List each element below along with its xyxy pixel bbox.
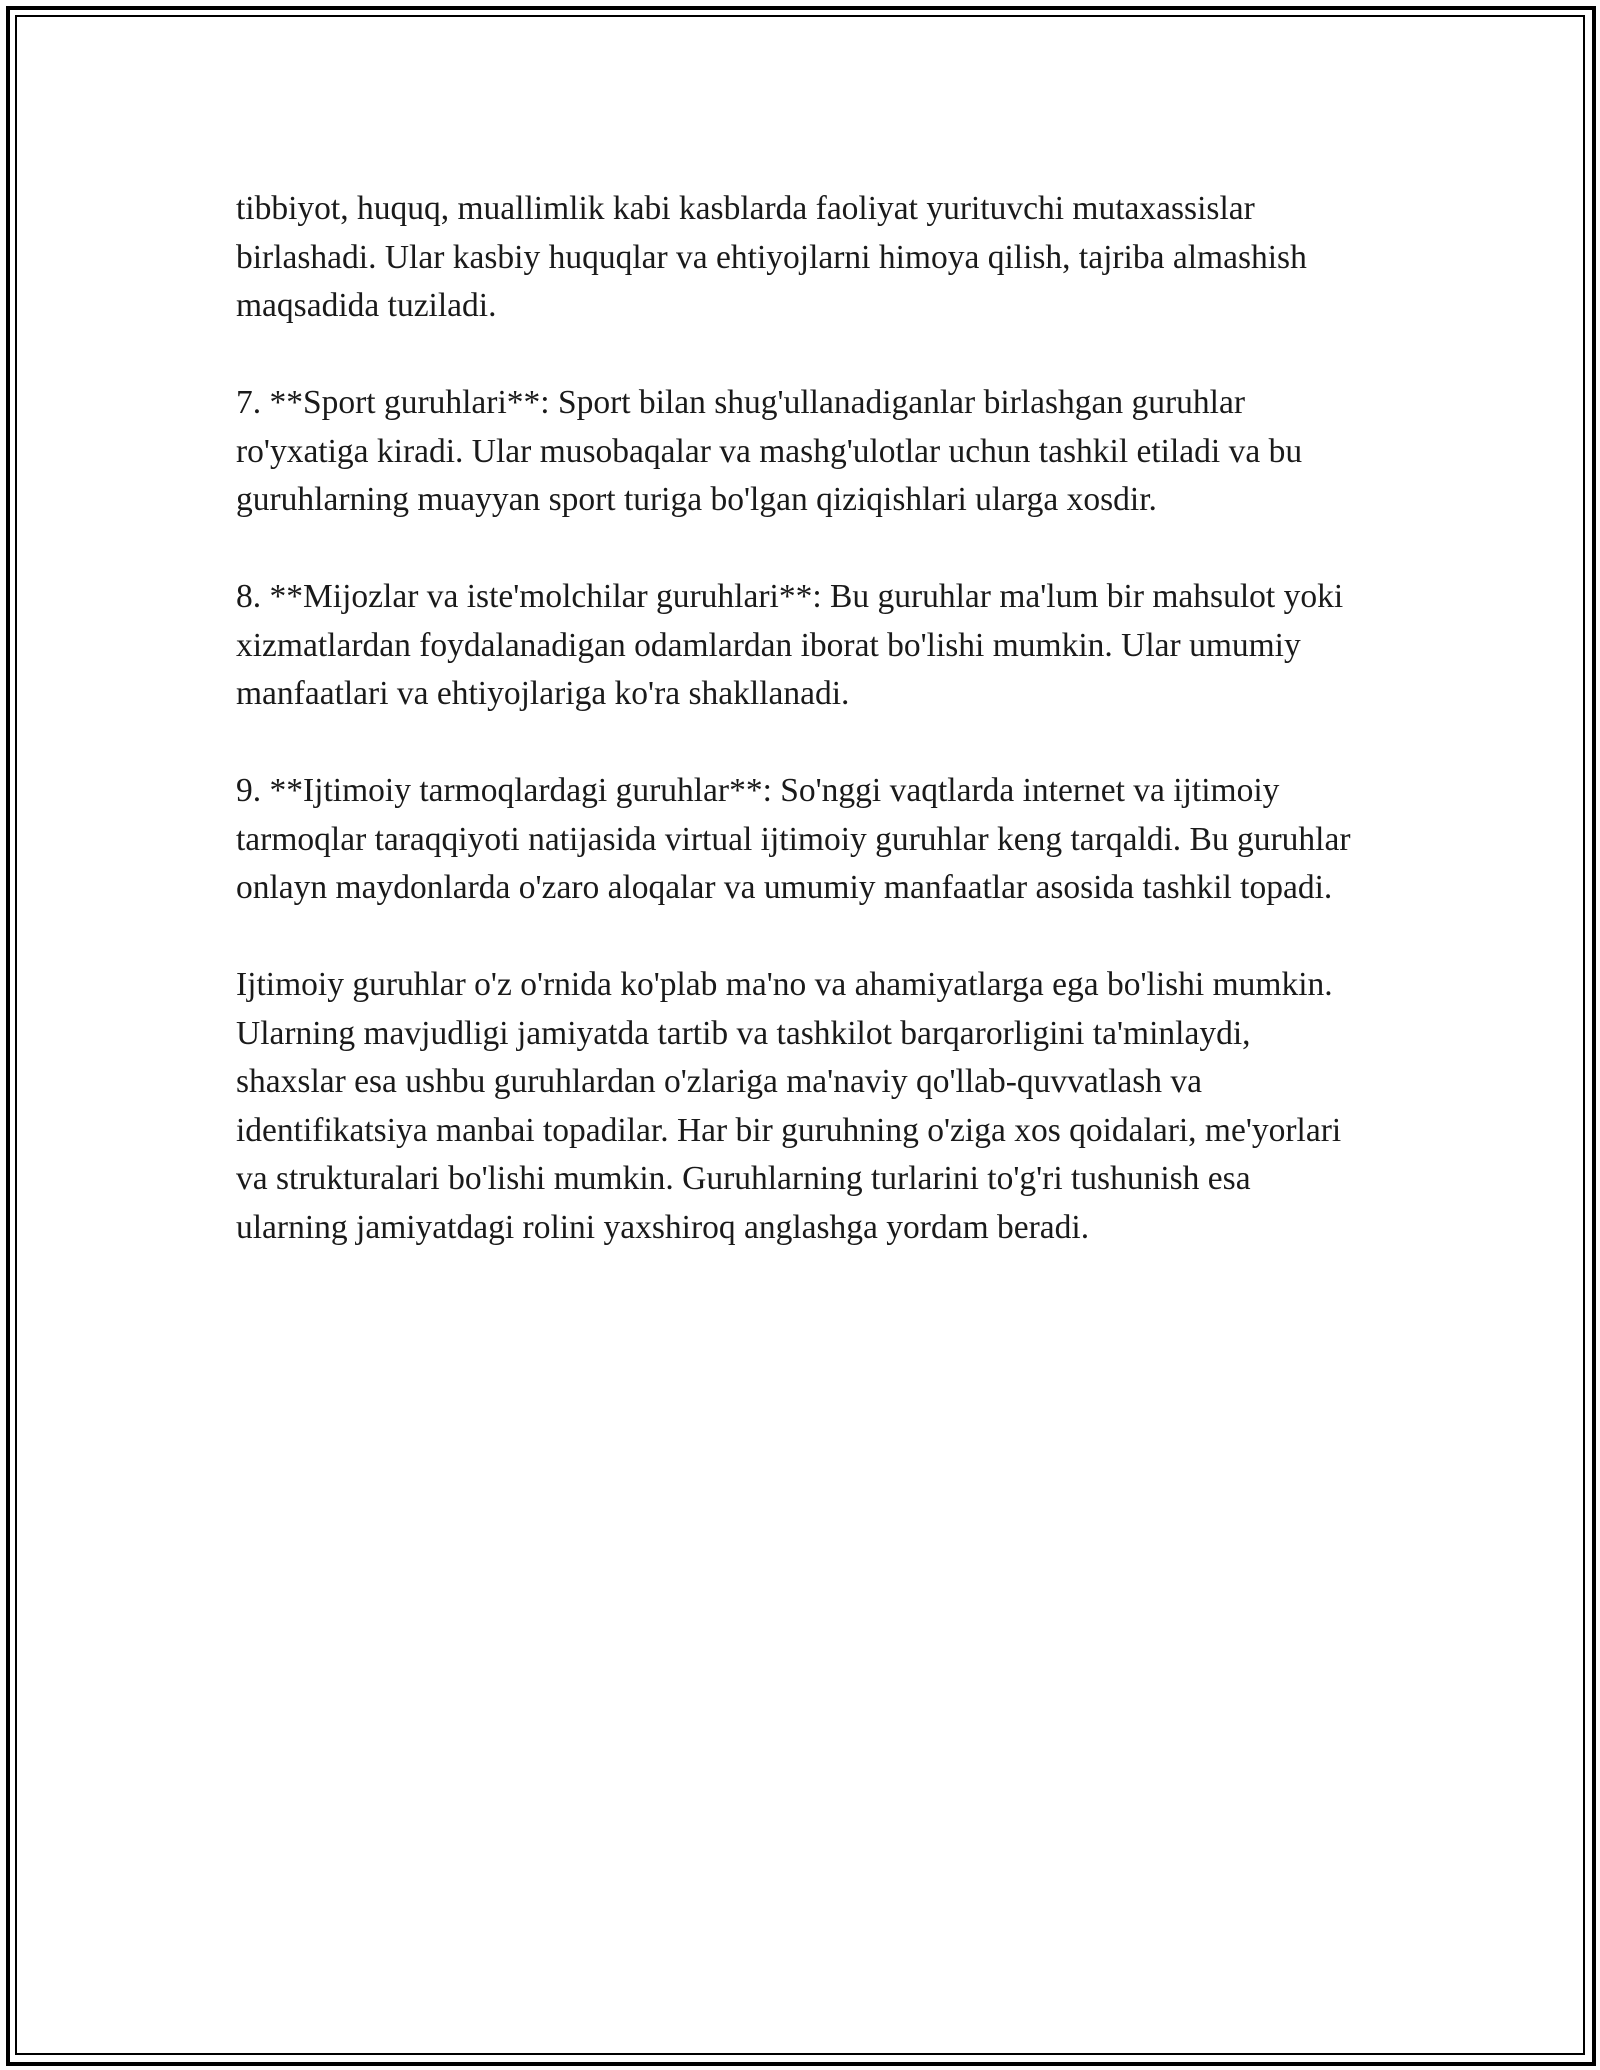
paragraph-conclusion: Ijtimoiy guruhlar o'z o'rnida ko'plab ma'no va ahamiyatlarga ega bo'lishi mumkin. Ularning mavjudligi jamiyatda tartib va tashkilot barqarorligini ta'minlaydi, shaxslar esa ushbu guruhlardan o'zlariga ma'naviy qo'llab-quvvatlash va identifikatsiya manbai topadilar. Har bir guruhning o'ziga xos qoidalari, me'yorlari va strukturalari bo'lishi mumkin. Guruhlarning turlarini to'g'ri tushunish esa ularning jamiyatdagi rolini yaxshiroq anglashga yordam beradi.	[236, 966, 1342, 1246]
paragraph-consumer-groups: 8. **Mijozlar va iste'molchilar guruhlari**: Bu guruhlar ma'lum bir mahsulot yoki xizmatlardan foydalanadigan odamlardan iborat bo'lishi mumkin. Ular umumiy manfaatlari va ehtiyojlariga ko'ra shakllanadi.	[236, 578, 1344, 712]
paragraph-continuation: tibbiyot, huquq, muallimlik kabi kasblarda faoliyat yurituvchi mutaxassislar birlashadi. Ular kasbiy huquqlar va ehtiyojlarni himoya qilish, tajriba almashish maqsadida tuziladi.	[236, 190, 1307, 324]
paragraph-sport-groups: 7. **Sport guruhlari**: Sport bilan shug'ullanadiganlar birlashgan guruhlar ro'yxatiga kiradi. Ular musobaqalar va mashg'ulotlar uchun tashkil etiladi va bu guruhlarning muayyan sport turiga bo'lgan qiziqishlari ularga xosdir.	[236, 384, 1303, 518]
document-body	[236, 185, 1366, 1301]
paragraph-social-network-groups: 9. **Ijtimoiy tarmoqlardagi guruhlar**: So'nggi vaqtlarda internet va ijtimoiy tarmoqlar taraqqiyoti natijasida virtual ijtimoiy guruhlar keng tarqaldi. Bu guruhlar onlayn maydonlarda o'zaro aloqalar va umumiy manfaatlar asosida tashkil topadi.	[236, 772, 1351, 906]
